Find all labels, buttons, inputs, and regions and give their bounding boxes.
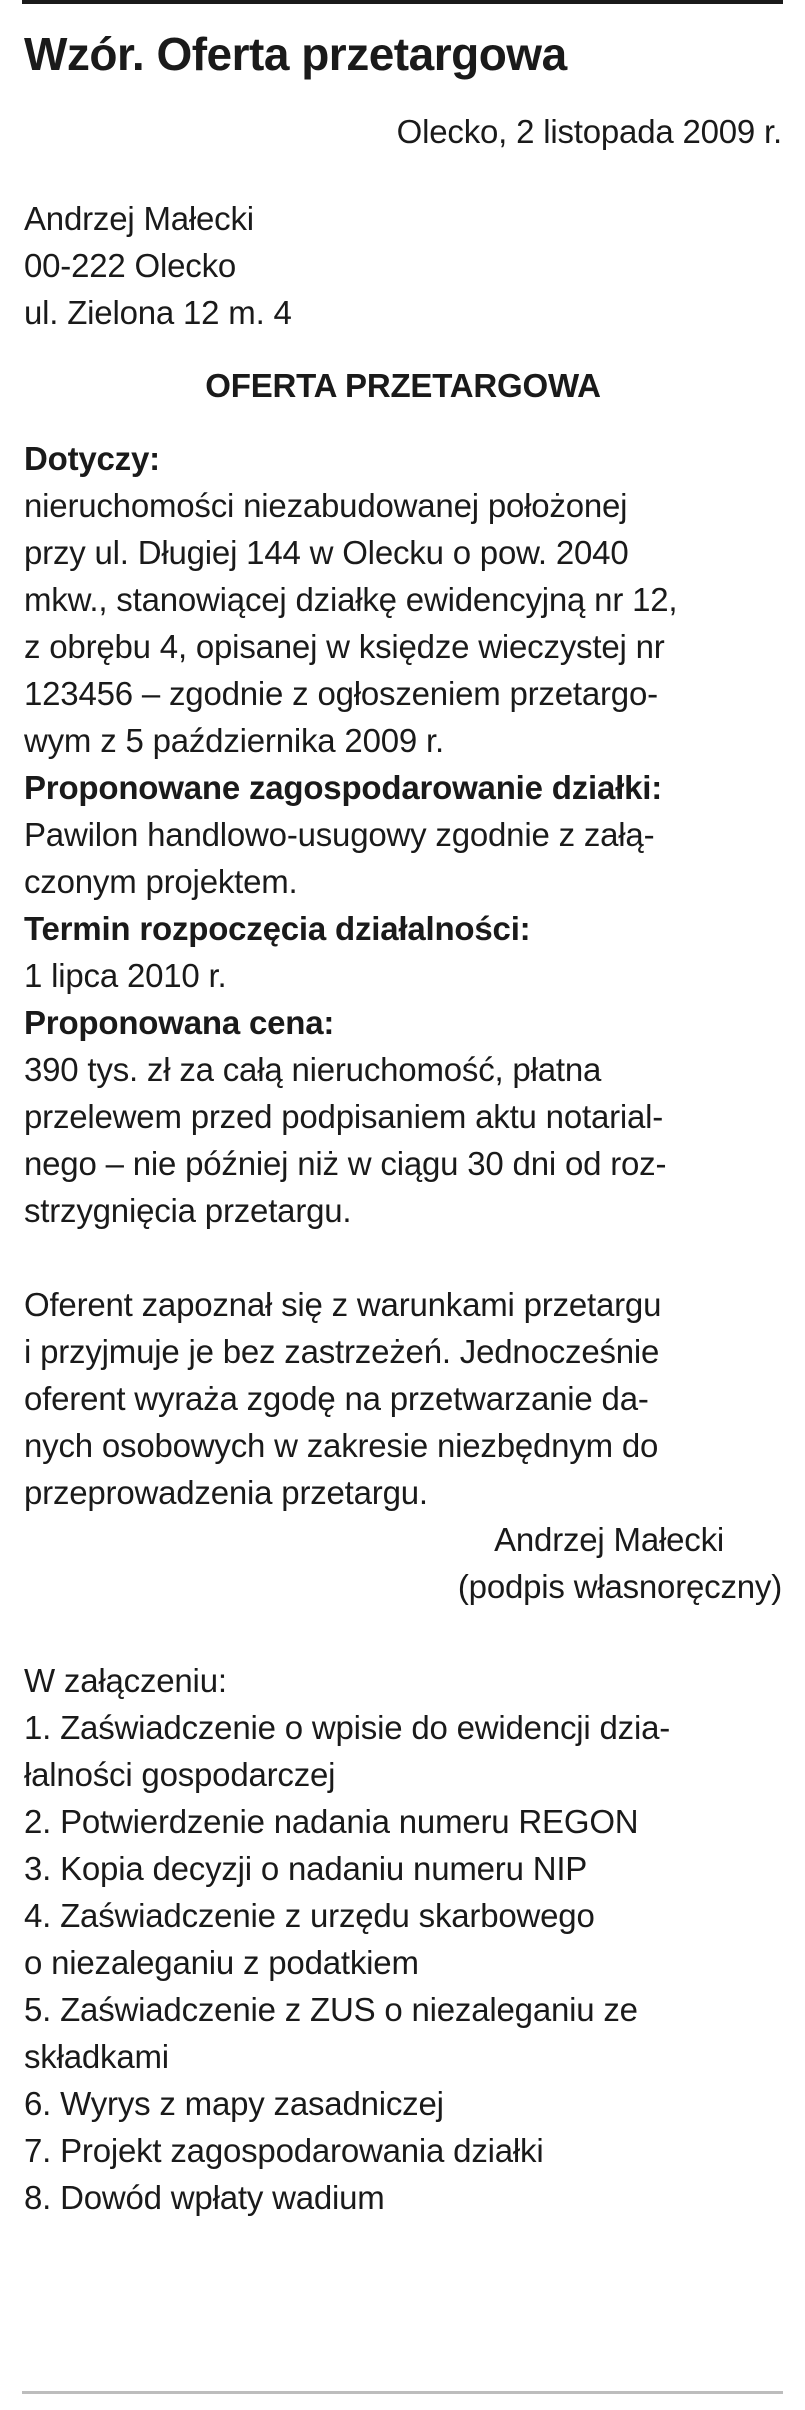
price-line: nego – nie później niż w ciągu 30 dni od roz- <box>24 1145 667 1182</box>
page-title: Wzór. Oferta przetargowa <box>24 28 567 80</box>
sender-postal: 00-222 Olecko <box>24 247 237 284</box>
development-label: Proponowane zagospodarowanie działki: <box>24 769 663 806</box>
subject-section <box>24 435 782 764</box>
price-section <box>24 999 782 1234</box>
spacer <box>24 1610 782 1657</box>
date-line: Olecko, 2 listopada 2009 r. <box>396 113 782 150</box>
signature-block <box>24 1516 782 1610</box>
development-line: czonym projektem. <box>24 863 298 900</box>
price-line: przelewem przed podpisaniem aktu notarial- <box>24 1098 664 1135</box>
price-label: Proponowana cena: <box>24 1004 335 1041</box>
price-line: 390 tys. zł za całą nieruchomość, płatna <box>24 1051 602 1088</box>
subject-line: nieruchomości niezabudowanej położonej <box>24 487 628 524</box>
subject-line: wym z 5 października 2009 r. <box>24 722 444 759</box>
spacer <box>24 1234 782 1281</box>
development-line: Pawilon handlowo-usugowy zgodnie z załą- <box>24 816 655 853</box>
price-line: strzygnięcia przetargu. <box>24 1192 352 1229</box>
subject-line: przy ul. Długiej 144 w Olecku o pow. 2040 <box>24 534 629 571</box>
attachment-line: 4. Zaświadczenie z urzędu skarbowego <box>24 1897 595 1934</box>
start-section <box>24 905 782 999</box>
signature-note: (podpis własnoręczny) <box>457 1568 782 1605</box>
attachment-line: łalności gospodarczej <box>24 1756 336 1793</box>
sender-street: ul. Zielona 12 m. 4 <box>24 294 292 331</box>
attachments-section <box>24 1657 782 2221</box>
attachment-line: o niezaleganiu z podatkiem <box>24 1944 419 1981</box>
attachment-line: 6. Wyrys z mapy zasadniczej <box>24 2085 444 2122</box>
subject-line: z obrębu 4, opisanej w księdze wieczystej nr <box>24 628 665 665</box>
declaration-line: i przyjmuje je bez zastrzeżeń. Jednocześnie <box>24 1333 660 1370</box>
subject-label: Dotyczy: <box>24 440 160 477</box>
start-value: 1 lipca 2010 r. <box>24 957 227 994</box>
declaration-line: przeprowadzenia przetargu. <box>24 1474 428 1511</box>
document-heading: OFERTA PRZETARGOWA <box>205 367 601 404</box>
signature-name: Andrzej Małecki <box>494 1521 724 1558</box>
attachment-line: 5. Zaświadczenie z ZUS o niezaleganiu ze <box>24 1991 638 2028</box>
attachment-line: 2. Potwierdzenie nadania numeru REGON <box>24 1803 639 1840</box>
attachment-line: składkami <box>24 2038 169 2075</box>
attachment-line: 1. Zaświadczenie o wpisie do ewidencji dzia- <box>24 1709 671 1746</box>
sender-name: Andrzej Małecki <box>24 200 254 237</box>
declaration-line: Oferent zapoznał się z warunkami przetargu <box>24 1286 662 1323</box>
declaration-section <box>24 1281 782 1516</box>
attachments-label: W załączeniu: <box>24 1662 227 1699</box>
bottom-rule <box>22 2391 783 2394</box>
subject-line: mkw., stanowiącej działkę ewidencyjną nr 12, <box>24 581 678 618</box>
attachment-line: 7. Projekt zagospodarowania działki <box>24 2132 544 2169</box>
document-content <box>24 26 782 2221</box>
attachment-line: 8. Dowód wpłaty wadium <box>24 2179 385 2216</box>
declaration-line: nych osobowych w zakresie niezbędnym do <box>24 1427 659 1464</box>
subject-line: 123456 – zgodnie z ogłoszeniem przetargo- <box>24 675 658 712</box>
attachment-line: 3. Kopia decyzji o nadaniu numeru NIP <box>24 1850 588 1887</box>
declaration-line: oferent wyraża zgodę na przetwarzanie da- <box>24 1380 649 1417</box>
sender-address <box>24 195 782 336</box>
development-section <box>24 764 782 905</box>
top-rule <box>22 0 783 4</box>
start-label: Termin rozpoczęcia działalności: <box>24 910 531 947</box>
